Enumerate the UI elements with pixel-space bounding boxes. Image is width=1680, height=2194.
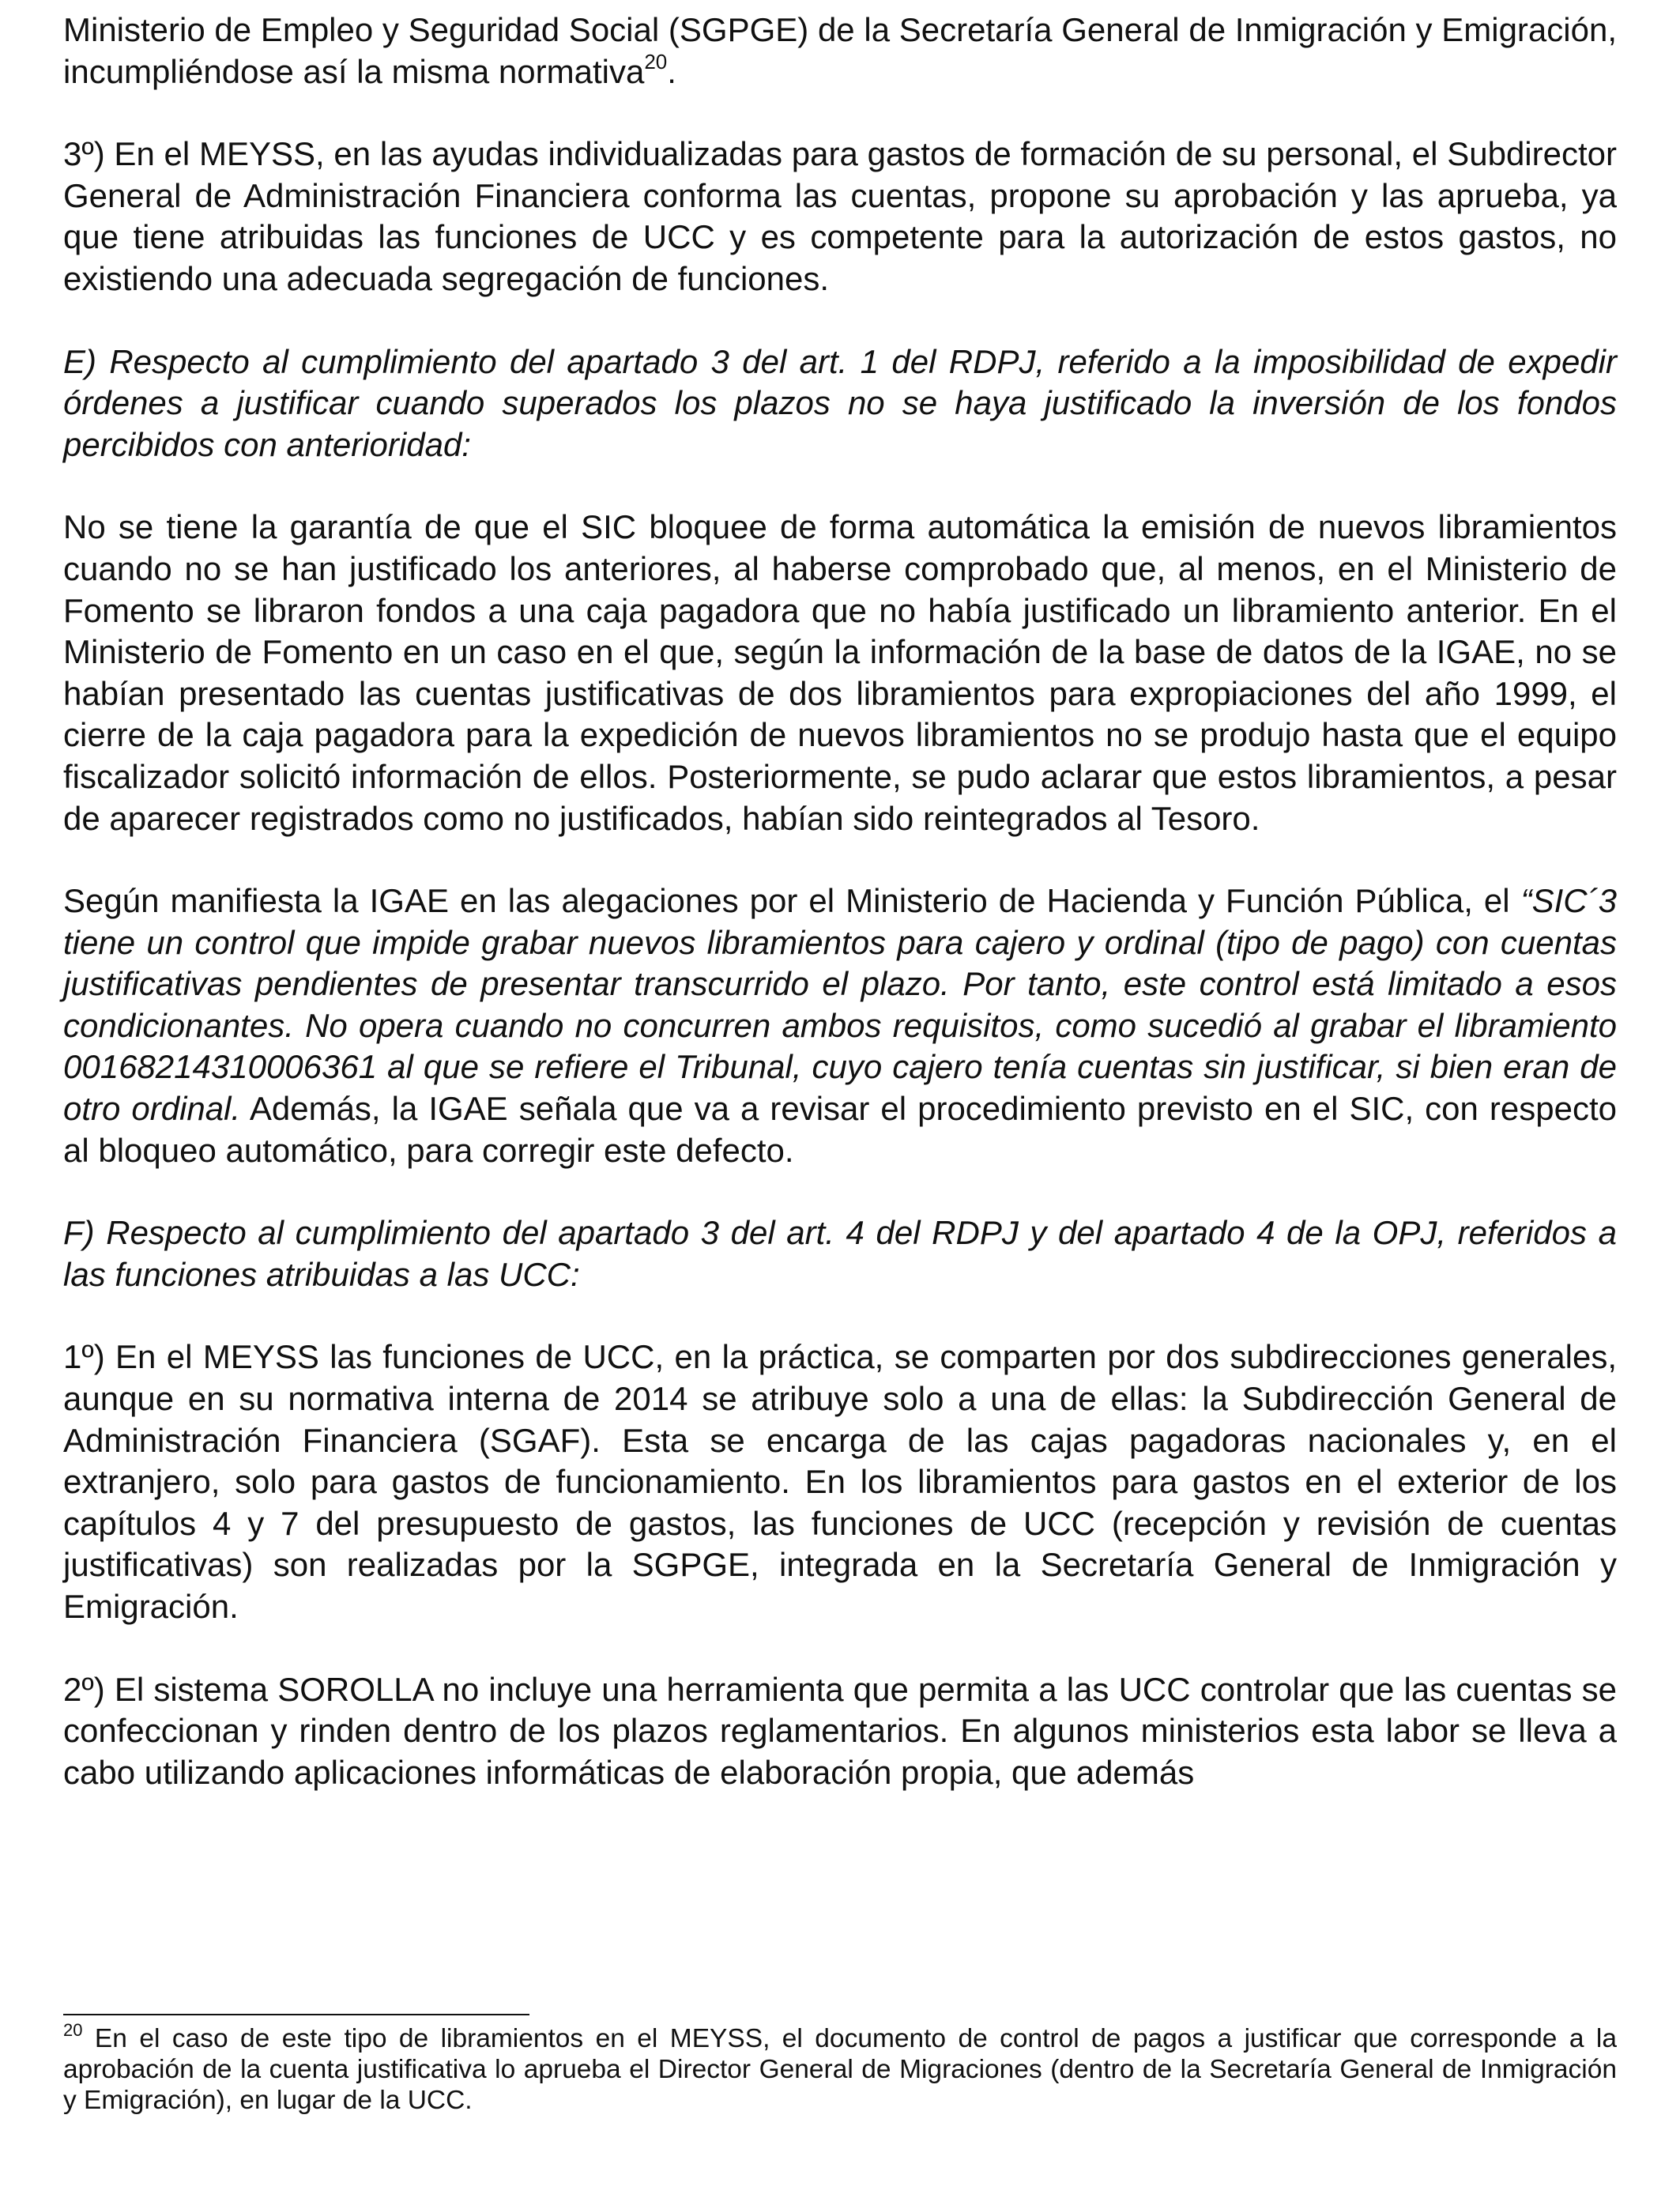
paragraph-igae-allegations bbox=[63, 880, 1617, 1171]
quoted-allegation: “SIC´3 tiene un control que impide grabar nuevos libramientos para cajero y ordinal (tipo de pago) con cuentas justificativas pendientes de presentar transcurrido el plazo. Por tanto, este control está limitado a esos condicionantes. No opera cuando no concurren ambos requisitos, como sucedió al grabar el libramiento 00168214310006361 al que se refiere el Tribunal, cuyo cajero tenía cuentas sin justificar, si bien eran de otro ordinal. bbox=[63, 882, 1617, 1128]
sentence-end: . bbox=[667, 52, 676, 90]
footnote-number: 20 bbox=[63, 2020, 83, 2040]
paragraph-meyss-training-aid: 3º) En el MEYSS, en las ayudas individualizadas para gastos de formación de su personal, el Subdirector General de Administración Financiera conforma las cuentas, propone su aprobación y las aprueba, ya que tiene atribuidas las funciones de UCC y es competente para la autorización de estos gastos, no existiendo una adecuada segregación de funciones. bbox=[63, 135, 1617, 297]
footnote-separator bbox=[63, 2014, 529, 2015]
footnote-reference[interactable]: 20 bbox=[644, 49, 668, 74]
section-heading-f: F) Respecto al cumplimiento del apartado 3 del art. 4 del RDPJ y del apartado 4 de la OPJ, referidos a las funciones atribuidas a las UCC: bbox=[63, 1214, 1617, 1293]
paragraph-text: Ministerio de Empleo y Seguridad Social (SGPGE) de la Secretaría General de Inmigración y Emigración, incumpliéndose así la misma normativa bbox=[63, 11, 1617, 90]
paragraph-meyss-ucc-functions: 1º) En el MEYSS las funciones de UCC, en la práctica, se comparten por dos subdirecciones generales, aunque en su normativa interna de 2014 se atribuye solo a una de ellas: la Subdirección General de Administración Financiera (SGAF). Esta se encarga de las cajas pagadoras nacionales y, en el extranjero, solo para gastos de funcionamiento. En los libramientos para gastos en el exterior de los capítulos 4 y 7 del presupuesto de gastos, las funciones de UCC (recepción y revisión de cuentas justificativas) son realizadas por la SGPGE, integrada en la Secretaría General de Inmigración y Emigración. bbox=[63, 1338, 1617, 1625]
paragraph-text: Además, la IGAE señala que va a revisar el procedimiento previsto en el SIC, con respecto al bloqueo automático, para corregir este defecto. bbox=[63, 1090, 1617, 1169]
footnote-20 bbox=[63, 2020, 1617, 2116]
section-heading-e: E) Respecto al cumplimiento del apartado 3 del art. 1 del RDPJ, referido a la imposibilidad de expedir órdenes a justificar cuando superados los plazos no se haya justificado la inversión de los fondos percibidos con anterioridad: bbox=[63, 342, 1617, 463]
footnote-text: En el caso de este tipo de libramientos en el MEYSS, el documento de control de pagos a justificar que corresponde a la aprobación de la cuenta justificativa lo aprueba el Director General de Migraciones (dentro de la Secretaría General de Inmigración y Emigración), en lugar de la UCC. bbox=[63, 2024, 1617, 2115]
paragraph-text: Según manifiesta la IGAE en las alegaciones por el Ministerio de Hacienda y Función Pública, el bbox=[63, 882, 1521, 920]
document-body bbox=[63, 9, 1617, 1793]
paragraph-sic-blocking: No se tiene la garantía de que el SIC bloquee de forma automática la emisión de nuevos libramientos cuando no se han justificado los anteriores, al haberse comprobado que, al menos, en el Ministerio de Fomento se libraron fondos a una caja pagadora que no había justificado un libramiento anterior. En el Ministerio de Fomento en un caso en el que, según la información de la base de datos de la IGAE, no se habían presentado las cuentas justificativas de dos libramientos para expropiaciones del año 1999, el cierre de la caja pagadora para la expedición de nuevos libramientos no se produjo hasta que el equipo fiscalizador solicitó información de ellos. Posteriormente, se pudo aclarar que estos libramientos, a pesar de aparecer registrados como no justificados, habían sido reintegrados al Tesoro. bbox=[63, 508, 1617, 837]
paragraph-continuation bbox=[63, 9, 1617, 92]
paragraph-sorolla-system: 2º) El sistema SOROLLA no incluye una herramienta que permita a las UCC controlar que las cuentas se confeccionan y rinden dentro de los plazos reglamentarios. En algunos ministerios esta labor se lleva a cabo utilizando aplicaciones informáticas de elaboración propia, que además bbox=[63, 1670, 1617, 1791]
